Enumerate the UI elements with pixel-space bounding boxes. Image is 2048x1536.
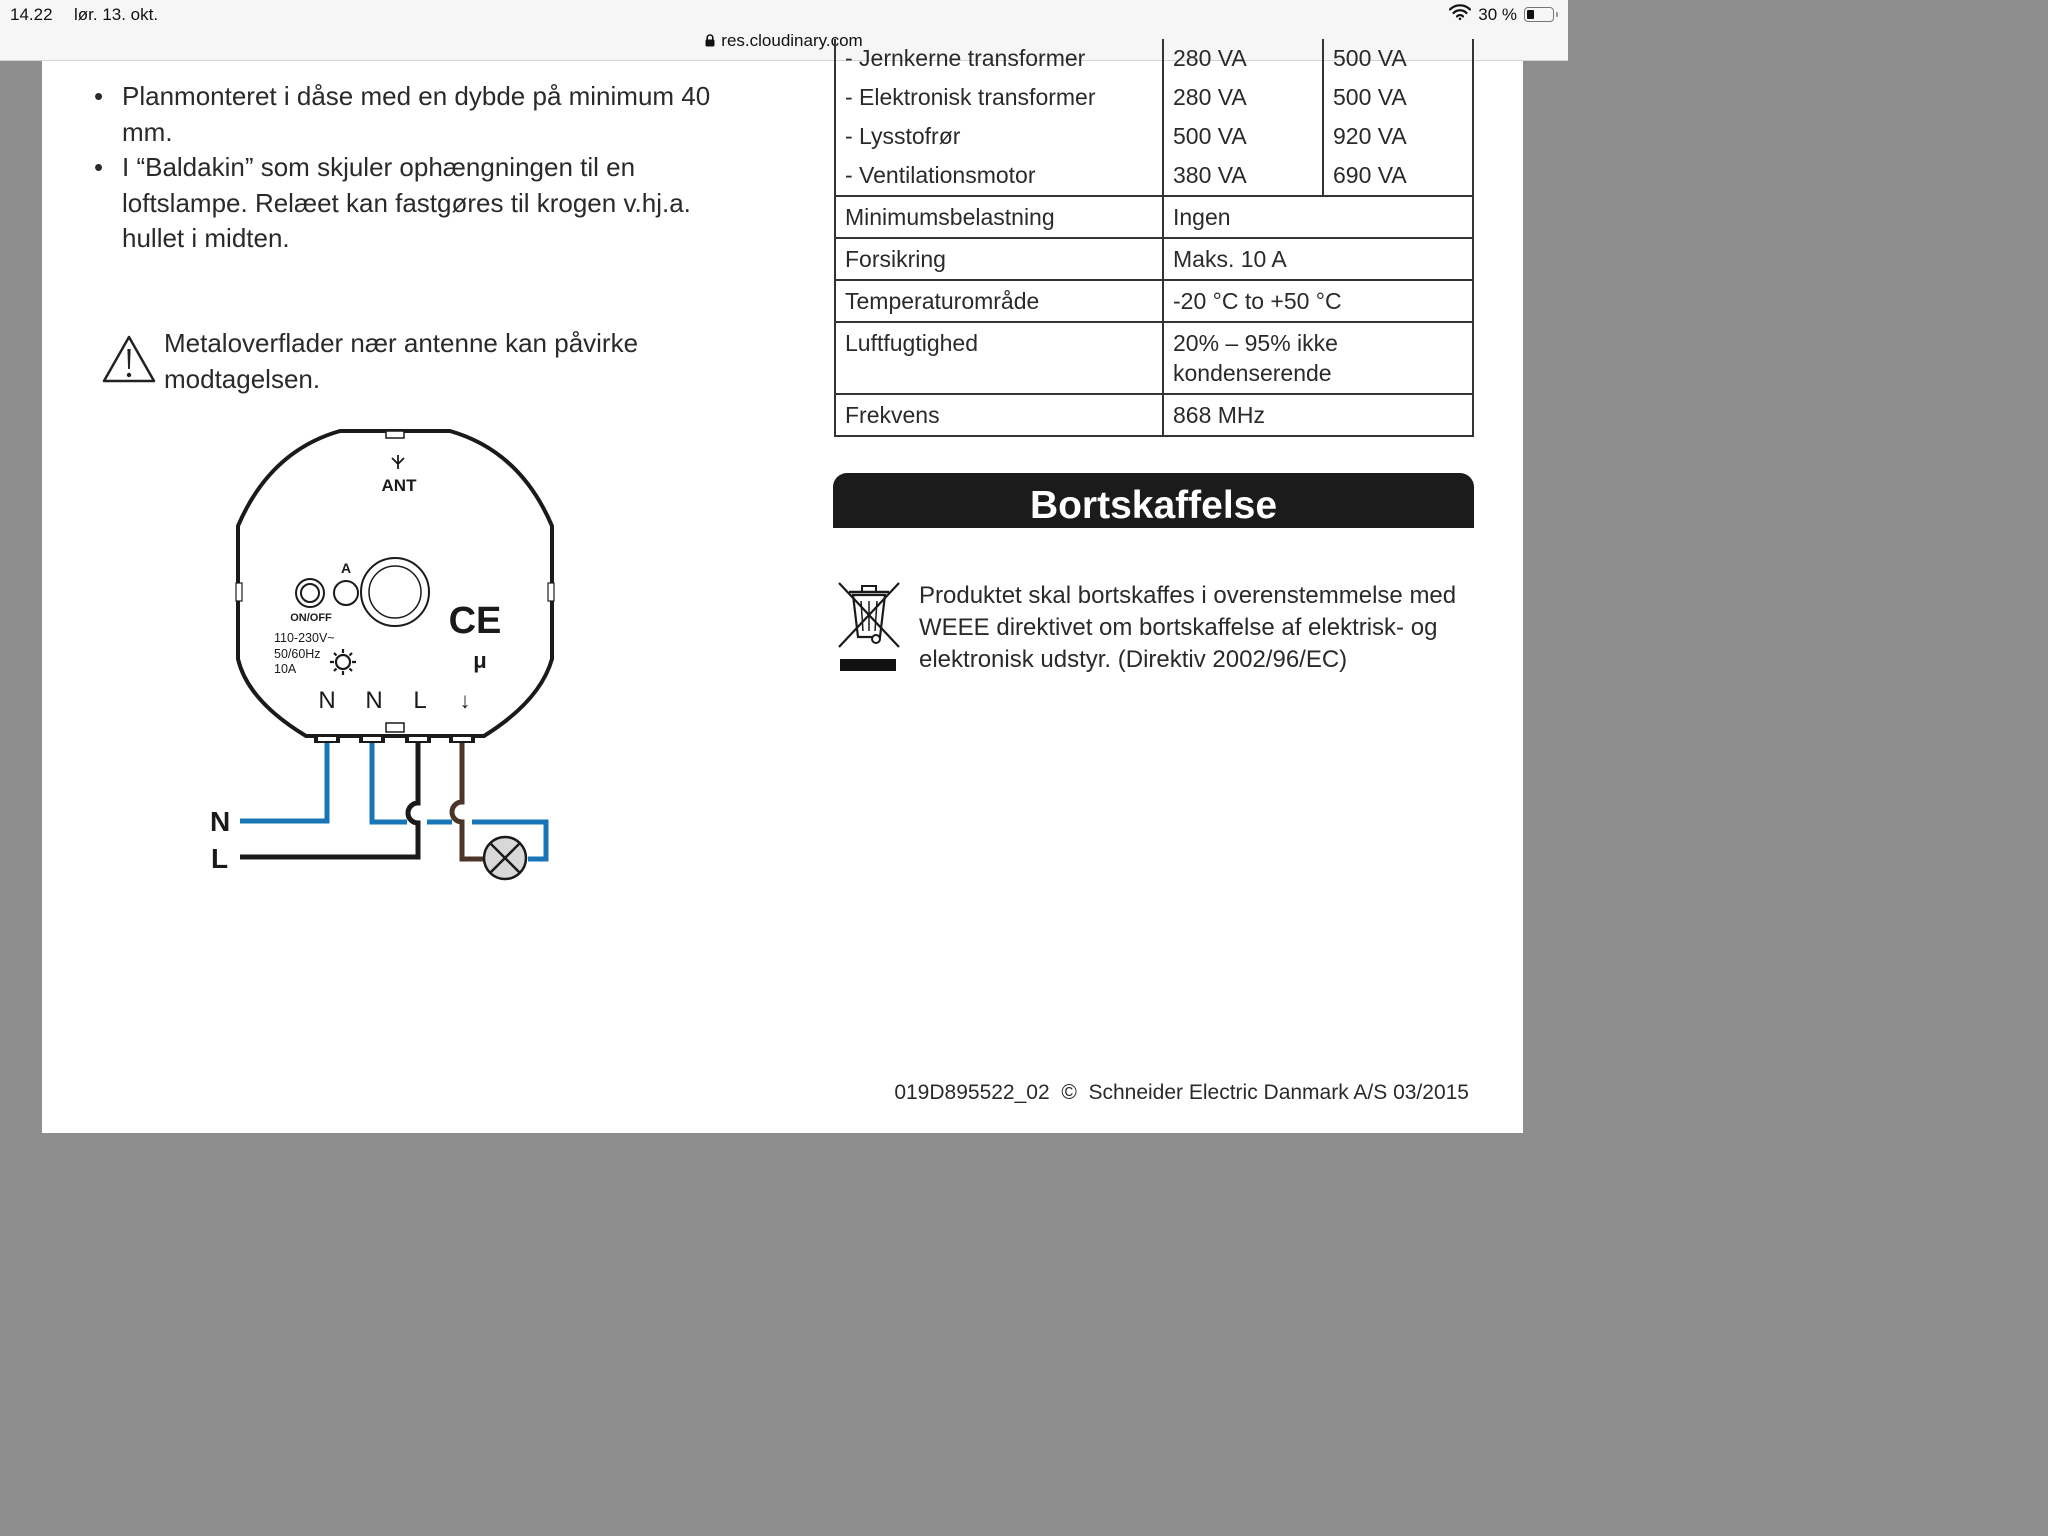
- spec-value: Maks. 10 A: [1163, 238, 1473, 280]
- center-hole: [361, 558, 429, 626]
- mu-mark: μ: [473, 648, 487, 673]
- document-page: [42, 45, 1523, 1133]
- spec-value: 20% – 95% ikke kondenserende: [1163, 322, 1473, 394]
- spec-label: - Elektronisk transformer: [835, 78, 1163, 117]
- spec-value: 500 VA: [1323, 39, 1473, 78]
- frequency-label: 50/60Hz: [274, 647, 321, 661]
- table-row: [835, 156, 1473, 196]
- bullet-item: • I “Baldakin” som skjuler ophængningen til en loftslampe. Relæet kan fastgøres til krogen v.hj.a. hullet i midten.: [94, 150, 754, 257]
- status-time: 14.22: [10, 5, 53, 24]
- onoff-label: ON/OFF: [290, 612, 332, 624]
- warning-text: Metaloverflader nær antenne kan påvirke modtagelsen.: [164, 328, 639, 394]
- table-row: [835, 238, 1473, 280]
- table-row: [835, 394, 1473, 436]
- table-row: [835, 280, 1473, 322]
- supply-n-label: N: [210, 806, 231, 837]
- spec-value: 280 VA: [1163, 78, 1323, 117]
- disposal-text: Produktet skal bortskaffes i overenstemmelse med WEEE direktivet om bortskaffelse af elektrisk- og elektronisk udstyr. (Direktiv 2002/96/EC): [919, 582, 1457, 673]
- switched-live-wire: [452, 736, 484, 859]
- document-footer: 019D895522_02 © Schneider Electric Danmark A/S 03/2015: [894, 1081, 1469, 1104]
- terminal-label: L: [413, 687, 427, 714]
- ant-label: ANT: [381, 476, 417, 495]
- spec-label: Luftfugtighed: [835, 322, 1163, 394]
- button-a-label: A: [340, 560, 352, 576]
- spec-value: Ingen: [1163, 196, 1473, 238]
- spec-label: Frekvens: [835, 394, 1163, 436]
- spec-label: - Ventilationsmotor: [835, 156, 1163, 196]
- neutral-supply-wire: [240, 736, 327, 821]
- bullet-item: • Planmonteret i dåse med en dybde på minimum 40 mm.: [94, 79, 754, 150]
- terminal-label: ↓: [459, 688, 471, 713]
- wifi-icon: [1449, 4, 1471, 25]
- spec-value: 920 VA: [1323, 117, 1473, 156]
- current-label: 10A: [274, 662, 297, 676]
- spec-label: Temperaturområde: [835, 280, 1163, 322]
- lock-icon: [705, 32, 715, 52]
- spec-value: 380 VA: [1163, 156, 1323, 196]
- terminal-label: N: [318, 687, 336, 714]
- status-date: lør. 13. okt.: [74, 5, 159, 24]
- battery-percent: 30 %: [1478, 4, 1517, 24]
- spec-value: 280 VA: [1163, 39, 1323, 78]
- spec-label: - Lysstofrør: [835, 117, 1163, 156]
- table-row: [835, 322, 1473, 394]
- onoff-button: [296, 579, 324, 607]
- mounting-bullet-list: [94, 79, 754, 257]
- status-right: [1449, 4, 1554, 25]
- spec-label: - Jernkerne transformer: [835, 39, 1163, 78]
- neutral-lamp-wire: [372, 736, 546, 859]
- spec-value: 500 VA: [1323, 78, 1473, 117]
- spec-value: 868 MHz: [1163, 394, 1473, 436]
- supply-l-label: L: [211, 843, 229, 874]
- table-row: [835, 78, 1473, 117]
- table-row: [835, 39, 1473, 78]
- weee-bin-icon: [835, 579, 903, 678]
- spec-value: -20 °C to +50 °C: [1163, 280, 1473, 322]
- table-row: [835, 196, 1473, 238]
- button-a: [334, 581, 358, 605]
- url-text: res.cloudinary.com: [721, 31, 863, 50]
- lamp-symbol: [484, 837, 526, 879]
- voltage-label: 110-230V~: [274, 631, 335, 645]
- spec-value: 500 VA: [1163, 117, 1323, 156]
- spec-label: Minimumsbelastning: [835, 196, 1163, 238]
- warning-note: [102, 326, 722, 396]
- battery-icon: [1524, 7, 1554, 22]
- table-row: [835, 117, 1473, 156]
- spec-label: Forsikring: [835, 238, 1163, 280]
- terminal-label: N: [365, 687, 383, 714]
- wire-group: [240, 736, 546, 879]
- warning-triangle-icon: [102, 334, 156, 384]
- spec-table: [834, 39, 1474, 437]
- disposal-heading: Bortskaffelse: [833, 473, 1474, 528]
- wiring-diagram: [202, 421, 592, 896]
- spec-value: 690 VA: [1323, 156, 1473, 196]
- battery-fill: [1527, 10, 1534, 19]
- ce-mark: CE: [448, 600, 502, 642]
